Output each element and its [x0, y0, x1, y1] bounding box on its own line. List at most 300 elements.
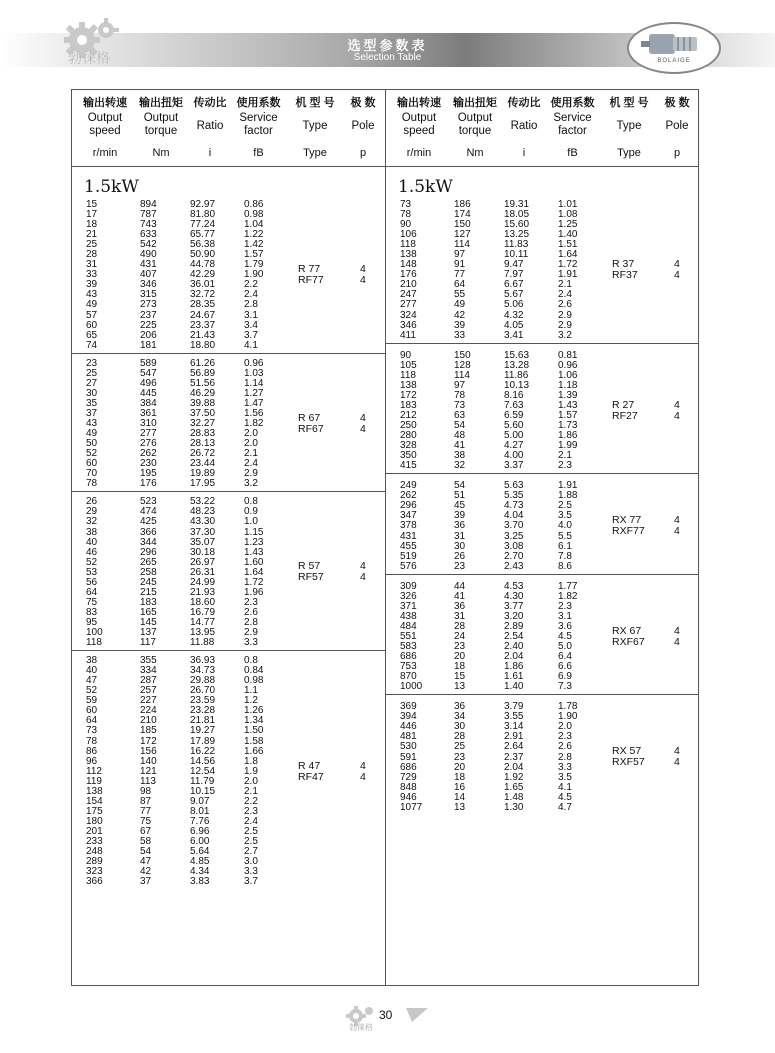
cell-torque: 34: [454, 711, 466, 723]
cell-torque: 150: [454, 349, 471, 361]
cell-ratio: 5.35: [504, 490, 524, 502]
cell-factor: 2.7: [244, 846, 258, 858]
cell-factor: 1.06: [558, 369, 578, 381]
page-header: [0, 0, 775, 80]
cell-speed: 106: [400, 229, 417, 241]
cell-speed: 78: [86, 478, 98, 490]
cell-speed: 415: [400, 460, 417, 472]
cell-speed: 175: [86, 805, 103, 817]
cell-ratio: 4.85: [190, 856, 210, 868]
cell-speed: 35: [86, 397, 98, 409]
pole-count: 4: [674, 398, 680, 411]
cell-ratio: 13.28: [504, 359, 530, 371]
column-header-cn: 传动比: [193, 97, 227, 109]
cell-torque: 55: [454, 289, 466, 301]
cell-ratio: 3.37: [504, 460, 524, 472]
cell-torque: 39: [454, 510, 466, 522]
cell-torque: 181: [140, 339, 157, 351]
cell-speed: 53: [86, 566, 98, 578]
cell-torque: 425: [140, 516, 157, 528]
cell-ratio: 15.60: [504, 219, 530, 231]
column-speed: [86, 656, 103, 887]
cell-factor: 0.98: [244, 675, 264, 687]
cell-torque: 73: [454, 399, 466, 411]
cell-ratio: 16.79: [190, 606, 216, 618]
cell-ratio: 10.15: [190, 785, 216, 797]
cell-speed: 39: [86, 279, 98, 291]
cell-factor: 1.82: [244, 418, 264, 430]
column-torque: [140, 497, 157, 648]
cell-speed: 172: [400, 389, 417, 401]
cell-factor: 5.5: [558, 530, 572, 542]
footer-brand: 勃徕格: [349, 1023, 373, 1032]
cell-ratio: 16.22: [190, 745, 216, 757]
cell-speed: 324: [400, 309, 417, 321]
cell-speed: 31: [86, 259, 98, 271]
cell-torque: 63: [454, 409, 466, 421]
cell-factor: 1.77: [558, 580, 578, 592]
cell-torque: 16: [454, 781, 466, 793]
column-header-en: Output speed: [87, 112, 123, 137]
cell-ratio: 5.64: [190, 846, 210, 858]
cell-factor: 1.04: [244, 219, 264, 231]
cell-ratio: 42.29: [190, 269, 216, 281]
column-torque: [454, 702, 465, 813]
cell-ratio: 51.56: [190, 377, 216, 389]
cell-speed: 118: [400, 239, 416, 251]
cell-factor: 2.1: [558, 450, 572, 462]
cell-torque: 276: [140, 438, 157, 450]
column-header-unit: p: [359, 147, 367, 159]
cell-torque: 23: [454, 641, 466, 653]
pole-count: 4: [360, 571, 366, 584]
cell-torque: 310: [140, 418, 157, 430]
cell-speed: 74: [86, 339, 98, 351]
cell-factor: 1.18: [558, 379, 578, 391]
column-header-en: Service factor: [553, 112, 592, 137]
cell-speed: 28: [86, 249, 98, 261]
column-header-unit: Type: [303, 147, 327, 159]
cell-speed: 60: [86, 705, 98, 717]
column-header-cn: 输出扭矩: [453, 97, 497, 109]
column-factor: [558, 702, 577, 813]
group-separator: [72, 353, 385, 354]
cell-speed: 455: [400, 540, 417, 552]
type-code-flange: RXF77: [612, 525, 645, 538]
cell-ratio: 6.00: [190, 835, 210, 847]
pole-count: 4: [674, 269, 680, 281]
cell-torque: 225: [140, 319, 157, 331]
cell-factor: 6.1: [558, 540, 572, 552]
cell-ratio: 32.72: [190, 289, 216, 301]
type-code-flange: RF57: [298, 571, 324, 584]
pole-count: 4: [674, 635, 680, 648]
cell-torque: 98: [140, 785, 152, 797]
cell-speed: 431: [400, 530, 417, 542]
column-speed: [400, 582, 422, 693]
cell-factor: 1.08: [558, 209, 578, 221]
cell-ratio: 37.50: [190, 407, 216, 419]
cell-factor: 1.40: [558, 229, 578, 241]
cell-torque: 49: [454, 299, 466, 311]
cell-factor: 4.1: [558, 781, 572, 793]
column-speed: [400, 481, 417, 571]
column-ratio: [190, 359, 215, 490]
cell-speed: 86: [86, 745, 98, 757]
cell-factor: 6.4: [558, 651, 572, 663]
cell-factor: 0.96: [244, 357, 264, 369]
pole-count: 4: [360, 263, 366, 275]
cell-torque: 224: [140, 705, 157, 717]
cell-ratio: 56.89: [190, 367, 216, 379]
spec-group: [386, 702, 698, 813]
cell-torque: 42: [140, 866, 152, 878]
cell-ratio: 61.26: [190, 357, 216, 369]
column-factor: [244, 497, 263, 648]
cell-factor: 2.4: [558, 289, 572, 301]
cell-ratio: 36.01: [190, 279, 216, 291]
cell-ratio: 3.77: [504, 600, 524, 612]
cell-factor: 3.2: [244, 478, 258, 490]
cell-speed: 729: [400, 771, 417, 783]
footer-arrow-icon: [404, 1006, 430, 1024]
cell-speed: 1000: [400, 681, 423, 693]
cell-ratio: 3.41: [504, 329, 524, 341]
cell-ratio: 13.95: [190, 627, 216, 638]
cell-speed: 30: [86, 387, 98, 399]
cell-torque: 37: [140, 876, 152, 888]
cell-torque: 51: [454, 490, 466, 502]
cell-torque: 75: [140, 815, 152, 827]
group-separator: [386, 574, 698, 575]
column-header-cn: 使用系数: [236, 97, 281, 109]
cell-ratio: 3.25: [504, 530, 524, 542]
cell-factor: 1.99: [558, 440, 578, 452]
cell-ratio: 21.81: [190, 715, 216, 727]
cell-ratio: 17.95: [190, 478, 216, 490]
cell-speed: 118: [86, 637, 102, 649]
cell-torque: 183: [140, 596, 157, 608]
cell-torque: 346: [140, 279, 157, 291]
cell-torque: 58: [140, 835, 152, 847]
cell-speed: 519: [400, 550, 417, 562]
cell-factor: 2.3: [558, 600, 572, 612]
column-speed: [86, 200, 97, 351]
column-factor: [558, 200, 577, 341]
cell-torque: 145: [140, 616, 157, 628]
cell-torque: 210: [140, 715, 157, 727]
cell-factor: 1.01: [558, 199, 578, 210]
cell-speed: 686: [400, 651, 417, 663]
cell-speed: 90: [400, 349, 412, 361]
cell-ratio: 36.93: [190, 655, 216, 667]
cell-ratio: 1.40: [504, 681, 524, 693]
cell-torque: 36: [454, 520, 466, 532]
column-factor: [244, 200, 263, 351]
cell-factor: 2.4: [244, 815, 258, 827]
cell-ratio: 26.97: [190, 556, 216, 568]
cell-factor: 2.4: [244, 458, 258, 470]
cell-factor: 2.3: [244, 596, 258, 608]
cell-torque: 344: [140, 536, 157, 548]
cell-ratio: 29.88: [190, 675, 216, 687]
column-header-unit: fB: [567, 147, 578, 159]
cell-factor: 7.3: [558, 681, 572, 693]
cell-ratio: 4.00: [504, 450, 524, 462]
cell-torque: 77: [140, 805, 152, 817]
cell-speed: 551: [400, 630, 417, 642]
cell-ratio: 3.55: [504, 711, 524, 723]
cell-factor: 0.98: [244, 209, 264, 221]
cell-torque: 36: [454, 600, 466, 612]
cell-factor: 2.6: [244, 606, 258, 618]
cell-speed: 64: [86, 586, 98, 598]
cell-speed: 848: [400, 781, 417, 793]
column-header-unit: p: [673, 147, 681, 159]
cell-torque: 277: [140, 428, 157, 440]
cell-torque: 14: [454, 791, 466, 803]
section-title-right: 1.5kW: [398, 177, 453, 197]
cell-factor: 1.23: [244, 536, 264, 548]
cell-speed: 43: [86, 289, 98, 301]
column-ratio: [190, 200, 215, 351]
cell-speed: 38: [86, 655, 98, 667]
group-separator: [72, 491, 385, 492]
cell-torque: 128: [454, 359, 471, 371]
cell-torque: 445: [140, 387, 157, 399]
cell-torque: 87: [140, 795, 152, 807]
page-subtitle: Selection Table: [353, 52, 422, 63]
cell-speed: 1077: [400, 801, 423, 813]
pole-count: 4: [360, 760, 366, 773]
cell-ratio: 48.23: [190, 506, 216, 518]
cell-ratio: 1.65: [504, 781, 524, 793]
header-divider: [72, 166, 698, 167]
type-code: R 37: [612, 258, 635, 270]
cell-torque: 257: [140, 685, 157, 697]
cell-torque: 361: [140, 407, 157, 419]
cell-factor: 1.82: [558, 590, 578, 602]
cell-speed: 23: [86, 357, 98, 369]
column-header-unit: fB: [253, 147, 264, 159]
column-torque: [140, 200, 157, 351]
cell-ratio: 8.01: [190, 805, 210, 817]
column-torque: [454, 200, 471, 341]
cell-factor: 1.0: [244, 516, 258, 528]
column-ratio: [504, 582, 523, 693]
cell-speed: 29: [86, 506, 98, 518]
cell-factor: 2.6: [558, 741, 572, 753]
cell-torque: 15: [454, 671, 466, 683]
cell-torque: 48: [454, 430, 466, 442]
type-code: R 77: [298, 263, 321, 275]
cell-speed: 73: [86, 725, 98, 737]
cell-ratio: 65.77: [190, 229, 216, 241]
cell-speed: 47: [86, 675, 98, 687]
cell-speed: 75: [86, 596, 98, 608]
cell-torque: 20: [454, 761, 466, 773]
cell-torque: 384: [140, 397, 157, 409]
cell-ratio: 11.88: [190, 637, 215, 649]
cell-torque: 195: [140, 468, 157, 480]
column-speed: [86, 359, 97, 490]
column-ratio: [190, 497, 215, 648]
cell-speed: 289: [86, 856, 103, 868]
type-code-flange: RF27: [612, 409, 638, 422]
column-ratio: [504, 200, 529, 341]
cell-factor: 1.39: [558, 389, 578, 401]
cell-factor: 3.5: [558, 771, 572, 783]
cell-factor: 2.9: [244, 468, 258, 480]
cell-speed: 591: [400, 751, 417, 763]
cell-torque: 13: [454, 681, 466, 693]
cell-speed: 323: [86, 866, 103, 878]
cell-ratio: 44.78: [190, 259, 216, 271]
cell-speed: 112: [86, 765, 102, 777]
cell-speed: 40: [86, 665, 98, 677]
cell-ratio: 1.30: [504, 801, 524, 813]
selection-table: [71, 89, 699, 986]
cell-ratio: 17.89: [190, 735, 216, 747]
cell-ratio: 1.61: [504, 671, 524, 683]
cell-factor: 0.96: [558, 359, 578, 371]
cell-ratio: 28.83: [190, 428, 216, 440]
column-header-unit: i: [208, 147, 212, 159]
cell-ratio: 14.77: [190, 616, 216, 628]
cell-factor: 6.9: [558, 671, 572, 683]
cell-speed: 249: [400, 480, 417, 492]
column-header-cn: 输出扭矩: [139, 97, 183, 109]
cell-torque: 172: [140, 735, 157, 747]
cell-factor: 1.60: [244, 556, 264, 568]
cell-factor: 2.1: [244, 785, 258, 797]
cell-torque: 26: [454, 550, 466, 562]
spec-group: [72, 656, 384, 887]
cell-torque: 18: [454, 771, 466, 783]
column-header-unit: i: [522, 147, 526, 159]
cell-factor: 2.8: [558, 751, 572, 763]
cell-torque: 114: [454, 239, 470, 251]
cell-speed: 176: [400, 269, 417, 281]
spec-group: [386, 351, 698, 472]
cell-speed: 250: [400, 420, 417, 432]
cell-ratio: 7.97: [504, 269, 524, 281]
cell-ratio: 2.04: [504, 651, 524, 663]
pole-count: 4: [674, 756, 680, 769]
cell-ratio: 10.13: [504, 379, 530, 391]
column-torque: [140, 656, 157, 887]
cell-factor: 1.42: [244, 239, 264, 251]
cell-ratio: 5.67: [504, 289, 524, 301]
cell-factor: 2.9: [558, 309, 572, 321]
cell-torque: 165: [140, 606, 157, 618]
cell-ratio: 14.56: [190, 755, 216, 767]
cell-speed: 248: [86, 846, 103, 858]
cell-torque: 121: [140, 765, 157, 777]
cell-torque: 23: [454, 751, 466, 763]
cell-ratio: 23.59: [190, 695, 216, 707]
cell-speed: 481: [400, 731, 417, 743]
cell-torque: 258: [140, 566, 157, 578]
cell-torque: 41: [454, 440, 466, 452]
cell-ratio: 1.48: [504, 791, 524, 803]
cell-ratio: 19.27: [190, 725, 216, 737]
cell-speed: 484: [400, 620, 417, 632]
cell-torque: 77: [454, 269, 466, 281]
cell-factor: 1.25: [558, 219, 578, 231]
cell-factor: 2.5: [244, 825, 258, 837]
spec-group: [386, 582, 698, 693]
column-header-en: Ratio: [196, 120, 224, 132]
column-header-en: Output torque: [457, 112, 493, 137]
group-separator: [386, 473, 698, 474]
pole-count: 4: [674, 624, 680, 637]
column-header-unit: r/min: [406, 147, 432, 159]
cell-speed: 15: [86, 199, 98, 210]
cell-factor: 3.1: [244, 309, 258, 321]
cell-speed: 366: [86, 876, 103, 888]
cell-torque: 42: [454, 309, 466, 321]
column-torque: [454, 351, 471, 472]
cell-ratio: 30.18: [190, 546, 216, 558]
pole-count: 4: [360, 771, 366, 784]
column-header-cn: 机 型 号: [295, 97, 335, 109]
cell-factor: 1.88: [558, 490, 578, 502]
cell-speed: 25: [86, 367, 98, 379]
cell-ratio: 2.54: [504, 630, 524, 642]
cell-factor: 1.34: [244, 715, 264, 727]
cell-speed: 40: [86, 536, 98, 548]
cell-torque: 114: [454, 369, 470, 381]
column-torque: [454, 481, 465, 571]
cell-ratio: 4.04: [504, 510, 524, 522]
cell-torque: 97: [454, 379, 466, 391]
group-separator: [386, 343, 698, 344]
cell-torque: 31: [454, 530, 466, 542]
cell-ratio: 37.30: [190, 526, 216, 538]
type-code-flange: RXF57: [612, 756, 645, 769]
cell-speed: 43: [86, 418, 98, 430]
cell-torque: 287: [140, 675, 157, 687]
cell-factor: 2.0: [244, 438, 258, 450]
cell-factor: 1.90: [558, 711, 578, 723]
cell-ratio: 2.37: [504, 751, 524, 763]
cell-ratio: 4.53: [504, 580, 524, 592]
column-ratio: [190, 656, 215, 887]
cell-factor: 2.9: [558, 319, 572, 331]
cell-speed: 52: [86, 448, 98, 460]
cell-factor: 3.7: [244, 329, 258, 341]
cell-torque: 97: [454, 249, 466, 261]
cell-factor: 2.8: [244, 616, 258, 628]
cell-ratio: 12.54: [190, 765, 216, 777]
cell-torque: 33: [454, 329, 466, 341]
cell-speed: 262: [400, 490, 417, 502]
cell-torque: 45: [454, 500, 466, 512]
cell-ratio: 5.63: [504, 480, 524, 492]
cell-torque: 30: [454, 540, 466, 552]
cell-torque: 47: [140, 856, 152, 868]
cell-factor: 1.91: [558, 480, 578, 492]
cell-speed: 347: [400, 510, 417, 522]
column-header-en: Output torque: [143, 112, 179, 137]
cell-speed: 49: [86, 299, 98, 311]
cell-ratio: 56.38: [190, 239, 216, 251]
cell-speed: 57: [86, 309, 98, 321]
cell-speed: 105: [400, 359, 417, 371]
cell-factor: 3.3: [244, 637, 258, 649]
cell-factor: 3.1: [558, 610, 572, 622]
